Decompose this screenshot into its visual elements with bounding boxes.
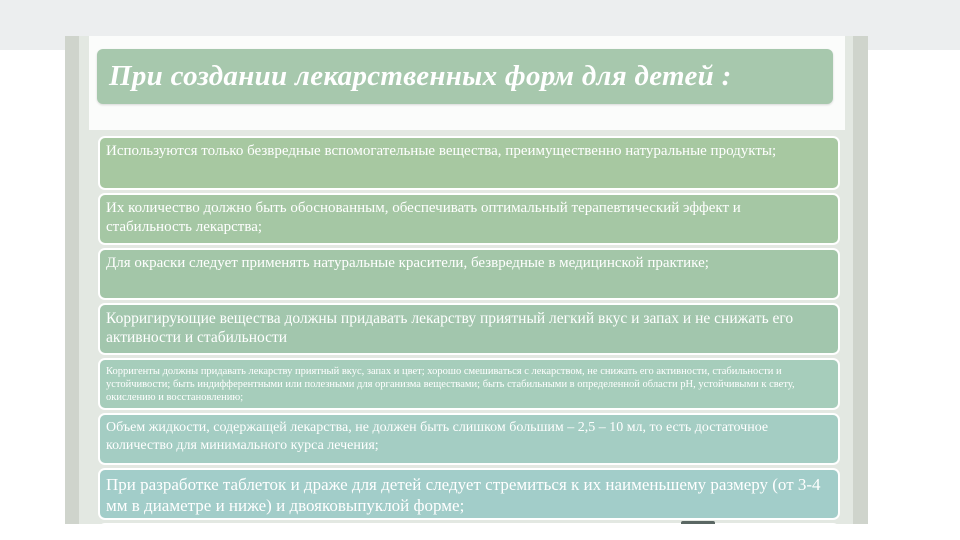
title-bar xyxy=(97,49,833,104)
list-item xyxy=(98,248,840,300)
slide-title: При создании лекарственных форм для детей : xyxy=(109,60,732,92)
list-item xyxy=(98,468,840,520)
list-item-text: Корригенты должны придавать лекарству приятный вкус, запах и цвет; хорошо смешиваться с лекарством, не снижать его активности, стабильности и устойчивости; быть индифферентными или полезными для организма веществами; быть стабильными в определенной области pH, устойчивыми к свету, окислению и восстановлению; xyxy=(106,366,795,403)
slide xyxy=(65,36,868,524)
list-item-text: Используются только безвредные вспомогательные вещества, преимущественно натуральные продукты; xyxy=(106,143,777,159)
list-item-text: Их количество должно быть обоснованным, обеспечивать оптимальный терапевтический эффект и стабильность лекарства; xyxy=(106,200,741,235)
list-item xyxy=(98,136,840,190)
list-item xyxy=(98,303,840,355)
list-item xyxy=(98,413,840,465)
list-item-text: При разработке таблеток и драже для детей следует стремиться к их наименьшему размеру (от 3-4 мм в диаметре и ниже) и двояковыпуклой форме; xyxy=(106,475,821,515)
list-item-partial xyxy=(98,523,840,524)
list-item xyxy=(98,358,840,410)
decorative-mark xyxy=(681,521,715,524)
list-item-text: Корригирующие вещества должны придавать лекарству приятный легкий вкус и запах и не снижать его активности и стабильности xyxy=(106,310,794,346)
list-item-text: Для окраски следует применять натуральные красители, безвредные в медицинской практике; xyxy=(106,255,709,271)
list-item-text: Объем жидкости, содержащей лекарства, не должен быть слишком большим – 2,5 – 10 мл, то есть достаточное количество для минимального курса лечения; xyxy=(106,420,769,453)
list-item xyxy=(98,193,840,245)
